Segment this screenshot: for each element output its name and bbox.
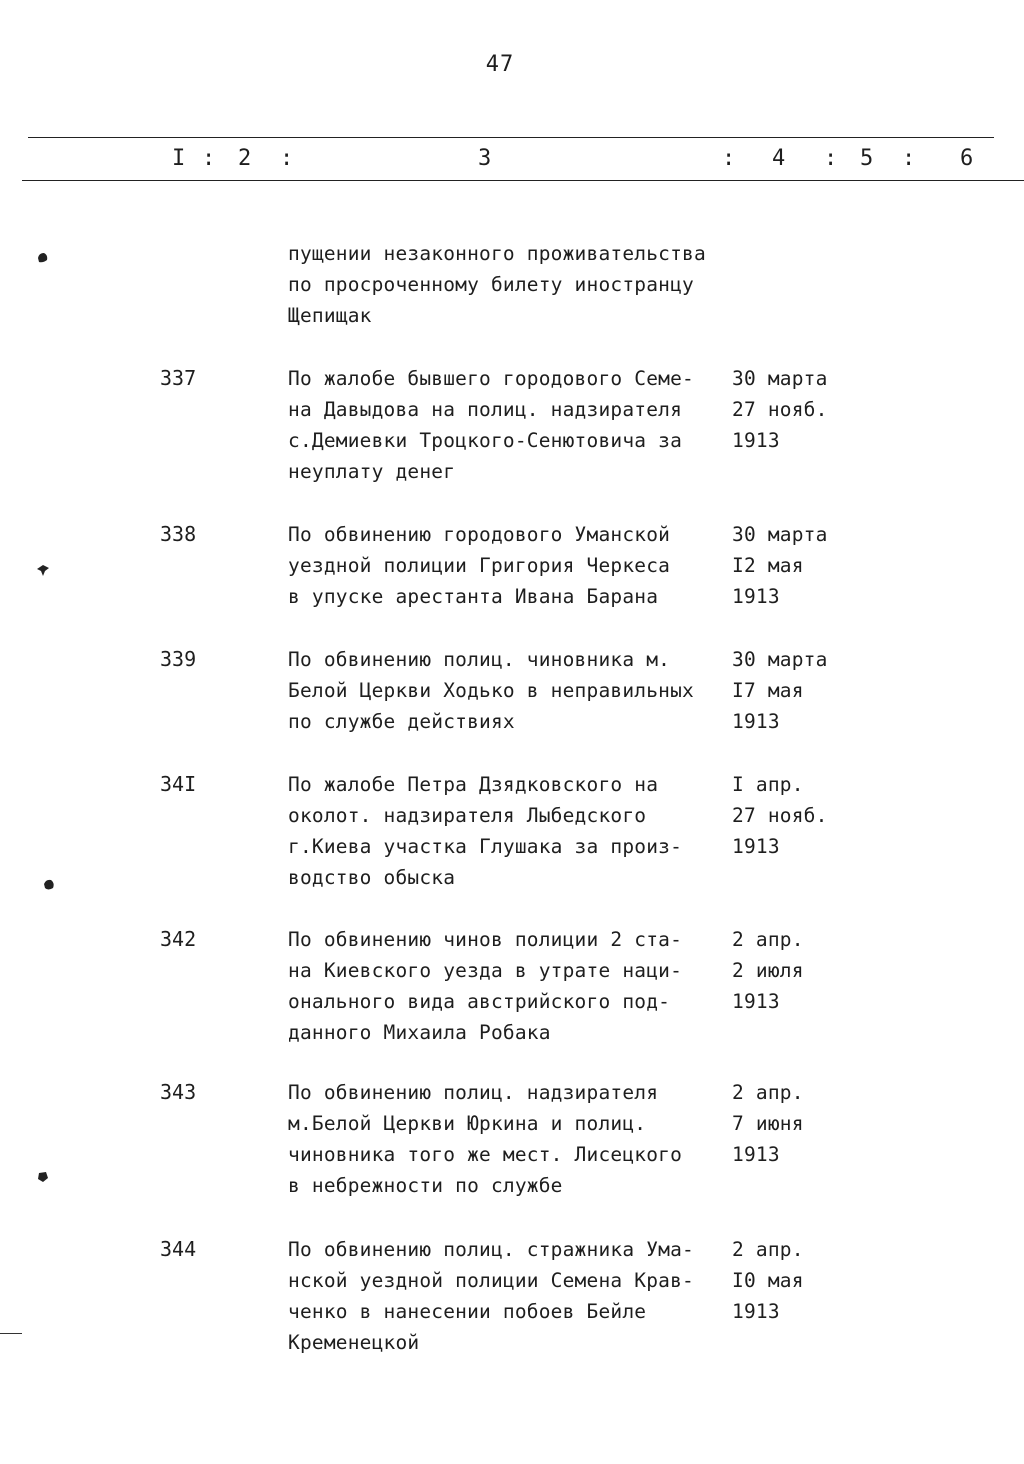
description-line: околот. надзирателя Лыбедского bbox=[288, 804, 647, 827]
description-line: на Давыдова на полиц. надзирателя bbox=[288, 398, 683, 421]
entry-description bbox=[288, 1077, 728, 1201]
margin-tick bbox=[0, 1333, 22, 1334]
binder-hole-mark-icon bbox=[36, 563, 50, 577]
end-date: 27 нояб. bbox=[732, 398, 828, 421]
entry-dates bbox=[732, 769, 862, 862]
description-line: По обвинению полиц. чиновника м. bbox=[288, 648, 671, 671]
year: 1913 bbox=[732, 710, 780, 733]
entry-number: 343 bbox=[160, 1080, 197, 1104]
description-line: водство обыска bbox=[288, 866, 456, 889]
entry-dates bbox=[732, 1234, 862, 1327]
description-line: по службе действиях bbox=[288, 710, 515, 733]
entry-number: 342 bbox=[160, 927, 197, 951]
end-date: I2 мая bbox=[732, 554, 804, 577]
description-line: в небрежности по службе bbox=[288, 1174, 563, 1197]
description-line: нской уездной полиции Семена Крав- bbox=[288, 1269, 694, 1292]
description-line: По жалобе бывшего городового Семе- bbox=[288, 367, 694, 390]
description-line: По обвинению полиц. стражника Ума- bbox=[288, 1238, 694, 1261]
description-line: ченко в нанесении побоев Бейле bbox=[288, 1300, 647, 1323]
description-line: Щепищак bbox=[288, 304, 372, 327]
description-line: По обвинению чинов полиции 2 ста- bbox=[288, 928, 683, 951]
start-date: I апр. bbox=[732, 773, 804, 796]
start-date: 30 марта bbox=[732, 367, 828, 390]
column-separator: : bbox=[902, 146, 916, 171]
binder-hole-mark-icon bbox=[36, 251, 50, 265]
page-number: 47 bbox=[485, 52, 515, 77]
description-line: По обвинению городового Уманской bbox=[288, 523, 671, 546]
year: 1913 bbox=[732, 585, 780, 608]
entry-dates bbox=[732, 519, 862, 612]
entry-description bbox=[288, 769, 728, 893]
entry-description bbox=[288, 644, 728, 737]
start-date: 30 марта bbox=[732, 648, 828, 671]
column-header-5: 5 bbox=[860, 146, 874, 171]
binder-hole-mark-icon bbox=[42, 878, 56, 892]
entry-number: 339 bbox=[160, 647, 197, 671]
entry-description bbox=[288, 519, 728, 612]
description-line: с.Демиевки Троцкого-Сенютовича за bbox=[288, 429, 683, 452]
start-date: 2 апр. bbox=[732, 928, 804, 951]
column-separator: : bbox=[280, 146, 294, 171]
column-separator: : bbox=[824, 146, 838, 171]
column-header-1: I bbox=[172, 146, 186, 171]
description-line: Кременецкой bbox=[288, 1331, 420, 1354]
header-rule-bottom bbox=[22, 180, 1024, 181]
year: 1913 bbox=[732, 429, 780, 452]
column-header-6: 6 bbox=[960, 146, 974, 171]
column-separator: : bbox=[202, 146, 216, 171]
column-header-3: 3 bbox=[478, 146, 492, 171]
start-date: 30 марта bbox=[732, 523, 828, 546]
end-date: 27 нояб. bbox=[732, 804, 828, 827]
end-date: I7 мая bbox=[732, 679, 804, 702]
entry-dates bbox=[732, 644, 862, 737]
entry-description bbox=[288, 238, 728, 331]
description-line: Белой Церкви Ходько в неправильных bbox=[288, 679, 694, 702]
entry-number: 344 bbox=[160, 1237, 197, 1261]
end-date: 7 июня bbox=[732, 1112, 804, 1135]
description-line: уездной полиции Григория Черкеса bbox=[288, 554, 671, 577]
description-line: на Киевского уезда в утрате наци- bbox=[288, 959, 683, 982]
entry-description bbox=[288, 363, 728, 487]
description-line: данного Михаила Робака bbox=[288, 1021, 551, 1044]
column-header-2: 2 bbox=[238, 146, 252, 171]
entry-description bbox=[288, 1234, 728, 1358]
binder-hole-mark-icon bbox=[36, 1170, 50, 1184]
header-rule-top bbox=[28, 137, 994, 138]
end-date: I0 мая bbox=[732, 1269, 804, 1292]
year: 1913 bbox=[732, 990, 780, 1013]
description-line: по просроченному билету иностранцу bbox=[288, 273, 694, 296]
entry-dates bbox=[732, 924, 862, 1017]
column-header-4: 4 bbox=[772, 146, 786, 171]
entry-dates bbox=[732, 363, 862, 456]
description-line: м.Белой Церкви Юркина и полиц. bbox=[288, 1112, 647, 1135]
description-line: г.Киева участка Глушака за произ- bbox=[288, 835, 683, 858]
column-separator: : bbox=[722, 146, 736, 171]
entry-number: 338 bbox=[160, 522, 197, 546]
description-line: По жалобе Петра Дзядковского на bbox=[288, 773, 659, 796]
description-line: чиновника того же мест. Лисецкого bbox=[288, 1143, 683, 1166]
description-line: в упуске арестанта Ивана Барана bbox=[288, 585, 659, 608]
year: 1913 bbox=[732, 835, 780, 858]
end-date: 2 июля bbox=[732, 959, 804, 982]
entry-number: 34I bbox=[160, 772, 197, 796]
year: 1913 bbox=[732, 1143, 780, 1166]
description-line: онального вида австрийского под- bbox=[288, 990, 671, 1013]
description-line: неуплату денег bbox=[288, 460, 456, 483]
description-line: По обвинению полиц. надзирателя bbox=[288, 1081, 659, 1104]
start-date: 2 апр. bbox=[732, 1081, 804, 1104]
entry-dates bbox=[732, 1077, 862, 1170]
entry-number: 337 bbox=[160, 366, 197, 390]
year: 1913 bbox=[732, 1300, 780, 1323]
start-date: 2 апр. bbox=[732, 1238, 804, 1261]
entry-description bbox=[288, 924, 728, 1048]
description-line: пущении незаконного проживательства bbox=[288, 242, 706, 265]
